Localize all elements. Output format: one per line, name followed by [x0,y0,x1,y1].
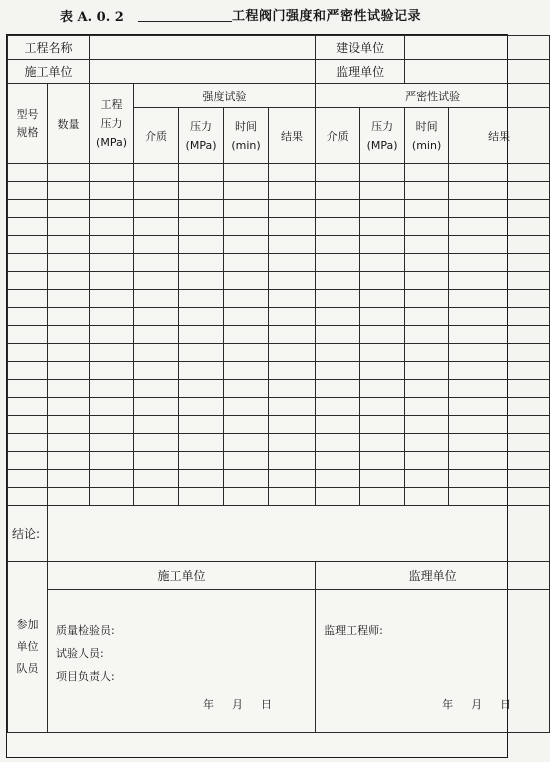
table-cell[interactable] [269,218,316,236]
table-cell[interactable] [224,182,269,200]
table-cell[interactable] [8,362,48,380]
tightness-time-unit: (min) [411,138,442,152]
table-cell[interactable] [360,290,405,308]
table-cell[interactable] [449,452,550,470]
table-cell[interactable] [360,200,405,218]
table-cell[interactable] [90,470,134,488]
table-cell[interactable] [360,434,405,452]
table-row [8,344,550,362]
table-cell[interactable] [269,272,316,290]
table-cell[interactable] [8,470,48,488]
table-cell[interactable] [449,308,550,326]
table-row [8,452,550,470]
table-cell[interactable] [48,380,90,398]
table-cell[interactable] [134,362,179,380]
table-cell[interactable] [8,452,48,470]
table-cell[interactable] [179,326,224,344]
table-cell[interactable] [48,308,90,326]
table-cell[interactable] [360,236,405,254]
table-cell[interactable] [48,416,90,434]
table-cell[interactable] [269,380,316,398]
table-row [8,398,550,416]
table-cell[interactable] [90,452,134,470]
table-cell[interactable] [48,470,90,488]
table-cell[interactable] [179,470,224,488]
table-cell[interactable] [224,326,269,344]
participants-label-2: 单位 [16,640,39,653]
table-cell[interactable] [48,164,90,182]
table-cell[interactable] [224,398,269,416]
construction-unit-header: 施工单位 [48,562,316,590]
table-cell[interactable] [134,488,179,506]
table-cell[interactable] [179,290,224,308]
table-cell[interactable] [449,362,550,380]
project-name-field[interactable] [90,36,316,60]
table-cell[interactable] [134,290,179,308]
table-cell[interactable] [134,434,179,452]
table-row [8,488,550,506]
table-cell[interactable] [90,182,134,200]
record-form [6,34,530,758]
table-cell[interactable] [405,218,449,236]
table-row [8,434,550,452]
table-cell[interactable] [360,380,405,398]
table-cell[interactable] [269,290,316,308]
table-cell[interactable] [8,218,48,236]
table-cell[interactable] [48,236,90,254]
table-cell[interactable] [405,308,449,326]
table-row [8,200,550,218]
table-cell[interactable] [316,200,360,218]
table-cell[interactable] [179,200,224,218]
table-row [8,254,550,272]
table-cell[interactable] [269,236,316,254]
table-row [8,236,550,254]
tester-label: 试验人员: [56,647,104,660]
table-cell[interactable] [405,452,449,470]
table-cell[interactable] [224,380,269,398]
table-cell[interactable] [179,182,224,200]
table-cell[interactable] [405,254,449,272]
work-pressure-unit: (MPa) [96,136,127,149]
construction-label: 施工单位 [8,60,90,84]
table-row [8,416,550,434]
table-cell[interactable] [405,182,449,200]
table-cell[interactable] [179,416,224,434]
supervisor-field[interactable] [405,60,550,84]
table-cell[interactable] [90,254,134,272]
table-cell[interactable] [179,452,224,470]
tightness-medium-header: 介质 [316,108,360,164]
table-cell[interactable] [269,326,316,344]
table-cell[interactable] [360,218,405,236]
table-cell[interactable] [48,182,90,200]
table-cell[interactable] [449,380,550,398]
table-cell[interactable] [316,452,360,470]
table-cell[interactable] [179,344,224,362]
table-cell[interactable] [405,326,449,344]
supervising-engineer-label: 监理工程师: [324,624,383,637]
title-row [0,0,512,28]
work-pressure-header [90,84,134,164]
strength-result-header: 结果 [269,108,316,164]
table-cell[interactable] [405,488,449,506]
table-cell[interactable] [179,272,224,290]
table-cell[interactable] [449,344,550,362]
table-cell[interactable] [224,164,269,182]
table-cell[interactable] [316,380,360,398]
table-cell[interactable] [224,488,269,506]
table-cell[interactable] [405,470,449,488]
table-cell[interactable] [316,488,360,506]
data-rows [8,164,550,506]
table-cell[interactable] [316,398,360,416]
tightness-result-header: 结果 [449,108,550,164]
table-cell[interactable] [8,200,48,218]
strength-pressure-header [179,108,224,164]
table-cell[interactable] [405,236,449,254]
table-row [8,470,550,488]
model-label: 型号 [16,107,39,121]
table-cell[interactable] [316,182,360,200]
strength-time-label: 时间 [235,119,258,133]
table-cell[interactable] [449,470,550,488]
table-cell[interactable] [224,236,269,254]
table-cell[interactable] [8,254,48,272]
table-cell[interactable] [449,488,550,506]
table-cell[interactable] [449,200,550,218]
table-cell[interactable] [134,236,179,254]
table-cell[interactable] [134,308,179,326]
table-cell[interactable] [316,254,360,272]
table-cell[interactable] [449,272,550,290]
table-cell[interactable] [405,380,449,398]
model-spec-header [8,84,48,164]
work-pressure-line-1: 工程 [100,98,123,111]
table-cell[interactable] [134,326,179,344]
table-row [8,308,550,326]
table-cell[interactable] [134,380,179,398]
table-number: 表 A. 0. 2 [60,10,124,25]
quantity-header: 数量 [48,84,90,164]
table-cell[interactable] [90,362,134,380]
table-cell[interactable] [8,272,48,290]
table-cell[interactable] [316,272,360,290]
table-cell[interactable] [48,290,90,308]
table-cell[interactable] [90,326,134,344]
table-cell[interactable] [449,290,550,308]
table-cell[interactable] [316,470,360,488]
participants-label-1: 参加 [16,618,39,631]
table-cell[interactable] [48,344,90,362]
builder-field[interactable] [405,36,550,60]
table-cell[interactable] [90,380,134,398]
table-row [8,290,550,308]
table-cell[interactable] [224,308,269,326]
record-table [7,35,550,733]
table-cell[interactable] [360,254,405,272]
table-cell[interactable] [90,434,134,452]
work-pressure-line-2: 压力 [100,117,123,130]
table-cell[interactable] [90,200,134,218]
table-row [8,326,550,344]
table-cell[interactable] [449,398,550,416]
table-cell[interactable] [134,254,179,272]
table-cell[interactable] [316,308,360,326]
table-cell[interactable] [90,398,134,416]
supervisor-label: 监理单位 [316,60,405,84]
project-lead-label: 项目负责人: [56,670,115,683]
table-cell[interactable] [316,434,360,452]
table-row [8,182,550,200]
table-cell[interactable] [134,452,179,470]
table-cell[interactable] [179,164,224,182]
table-cell[interactable] [405,362,449,380]
info-row-2 [8,60,550,84]
table-cell[interactable] [269,434,316,452]
table-cell[interactable] [269,308,316,326]
table-cell[interactable] [48,452,90,470]
conclusion-field[interactable] [48,506,550,562]
construction-field[interactable] [90,60,316,84]
table-cell[interactable] [134,344,179,362]
table-row [8,272,550,290]
table-cell[interactable] [8,182,48,200]
table-cell[interactable] [449,254,550,272]
table-cell[interactable] [134,182,179,200]
table-cell[interactable] [316,344,360,362]
table-cell[interactable] [224,362,269,380]
participants-sign-row [8,590,550,733]
table-cell[interactable] [269,452,316,470]
info-row-1 [8,36,550,60]
table-cell[interactable] [269,488,316,506]
table-cell[interactable] [224,200,269,218]
title-blank-line [138,21,232,22]
spec-label: 规格 [16,125,39,139]
table-cell[interactable] [48,272,90,290]
table-cell[interactable] [8,488,48,506]
table-row [8,218,550,236]
table-row [8,380,550,398]
table-cell[interactable] [360,272,405,290]
table-cell[interactable] [8,398,48,416]
strength-pressure-unit: (MPa) [185,138,217,152]
table-cell[interactable] [449,182,550,200]
table-cell[interactable] [360,308,405,326]
table-cell[interactable] [360,452,405,470]
table-cell[interactable] [8,164,48,182]
table-cell[interactable] [269,416,316,434]
table-cell[interactable] [269,164,316,182]
tightness-pressure-unit: (MPa) [366,138,398,152]
table-cell[interactable] [405,398,449,416]
table-cell[interactable] [224,272,269,290]
table-cell[interactable] [179,362,224,380]
table-cell[interactable] [90,308,134,326]
table-cell[interactable] [90,164,134,182]
table-cell[interactable] [316,236,360,254]
table-cell[interactable] [8,434,48,452]
strength-test-header: 强度试验 [134,84,316,108]
table-cell[interactable] [224,434,269,452]
table-cell[interactable] [405,290,449,308]
table-cell[interactable] [48,254,90,272]
project-name-label: 工程名称 [8,36,90,60]
table-cell[interactable] [224,290,269,308]
table-cell[interactable] [405,200,449,218]
tightness-pressure-header [360,108,405,164]
table-cell[interactable] [179,236,224,254]
table-cell[interactable] [269,470,316,488]
table-cell[interactable] [360,164,405,182]
table-cell[interactable] [224,452,269,470]
tightness-time-label: 时间 [415,119,438,133]
conclusion-row [8,506,550,562]
table-cell[interactable] [8,236,48,254]
table-cell[interactable] [405,272,449,290]
table-cell[interactable] [224,218,269,236]
table-cell[interactable] [179,254,224,272]
strength-time-unit: (min) [231,138,261,152]
table-cell[interactable] [449,326,550,344]
tightness-test-header: 严密性试验 [316,84,550,108]
builder-label: 建设单位 [316,36,405,60]
table-cell[interactable] [179,380,224,398]
table-cell[interactable] [360,182,405,200]
table-cell[interactable] [360,362,405,380]
table-cell[interactable] [90,416,134,434]
table-cell[interactable] [90,488,134,506]
table-cell[interactable] [90,218,134,236]
table-cell[interactable] [405,416,449,434]
table-cell[interactable] [360,416,405,434]
table-cell[interactable] [449,434,550,452]
table-cell[interactable] [179,218,224,236]
table-cell[interactable] [224,416,269,434]
table-cell[interactable] [8,326,48,344]
table-row [8,164,550,182]
table-cell[interactable] [8,416,48,434]
table-cell[interactable] [134,416,179,434]
strength-time-header [224,108,269,164]
table-cell[interactable] [90,272,134,290]
tightness-time-header [405,108,449,164]
construction-sign-cell [48,590,316,733]
table-cell[interactable] [90,290,134,308]
participants-header-row [8,562,550,590]
table-cell[interactable] [134,272,179,290]
table-cell[interactable] [360,344,405,362]
supervision-unit-header: 监理单位 [316,562,550,590]
table-cell[interactable] [134,200,179,218]
strength-medium-header: 介质 [134,108,179,164]
table-cell[interactable] [48,218,90,236]
table-row [8,362,550,380]
table-cell[interactable] [8,308,48,326]
table-cell[interactable] [269,254,316,272]
table-cell[interactable] [269,362,316,380]
table-cell[interactable] [48,398,90,416]
table-cell[interactable] [360,398,405,416]
table-cell[interactable] [269,182,316,200]
table-cell[interactable] [134,470,179,488]
table-cell[interactable] [90,344,134,362]
table-cell[interactable] [224,344,269,362]
table-cell[interactable] [48,362,90,380]
table-cell[interactable] [360,470,405,488]
table-cell[interactable] [48,434,90,452]
table-cell[interactable] [405,344,449,362]
table-cell[interactable] [449,164,550,182]
table-cell[interactable] [48,200,90,218]
qc-inspector-label: 质量检验员: [56,624,115,637]
table-cell[interactable] [8,344,48,362]
participants-label-3: 队员 [16,662,39,675]
table-cell[interactable] [179,434,224,452]
conclusion-label: 结论: [8,506,48,562]
tightness-pressure-label: 压力 [371,119,394,133]
construction-date[interactable]: 年月日 [203,698,290,711]
table-cell[interactable] [360,326,405,344]
table-cell[interactable] [224,470,269,488]
form-title: 工程阀门强度和严密性试验记录 [232,9,422,24]
strength-pressure-label: 压力 [190,119,213,133]
table-cell[interactable] [134,398,179,416]
table-cell[interactable] [405,164,449,182]
table-cell[interactable] [316,290,360,308]
table-cell[interactable] [316,416,360,434]
table-cell[interactable] [360,488,405,506]
table-cell[interactable] [449,218,550,236]
participants-label [8,562,48,733]
table-cell[interactable] [316,326,360,344]
table-cell[interactable] [48,488,90,506]
supervision-date[interactable]: 年月日 [442,698,530,711]
table-cell[interactable] [269,200,316,218]
table-cell[interactable] [8,380,48,398]
table-cell[interactable] [134,218,179,236]
table-cell[interactable] [179,488,224,506]
table-cell[interactable] [449,416,550,434]
table-cell[interactable] [179,398,224,416]
table-cell[interactable] [48,326,90,344]
table-cell[interactable] [90,236,134,254]
table-cell[interactable] [134,164,179,182]
table-cell[interactable] [224,254,269,272]
table-cell[interactable] [449,236,550,254]
supervision-sign-cell [316,590,550,733]
table-cell[interactable] [316,218,360,236]
header-row-1 [8,84,550,108]
table-cell[interactable] [269,398,316,416]
table-cell[interactable] [316,362,360,380]
table-cell[interactable] [179,308,224,326]
table-cell[interactable] [269,344,316,362]
table-cell[interactable] [405,434,449,452]
table-cell[interactable] [316,164,360,182]
table-cell[interactable] [8,290,48,308]
